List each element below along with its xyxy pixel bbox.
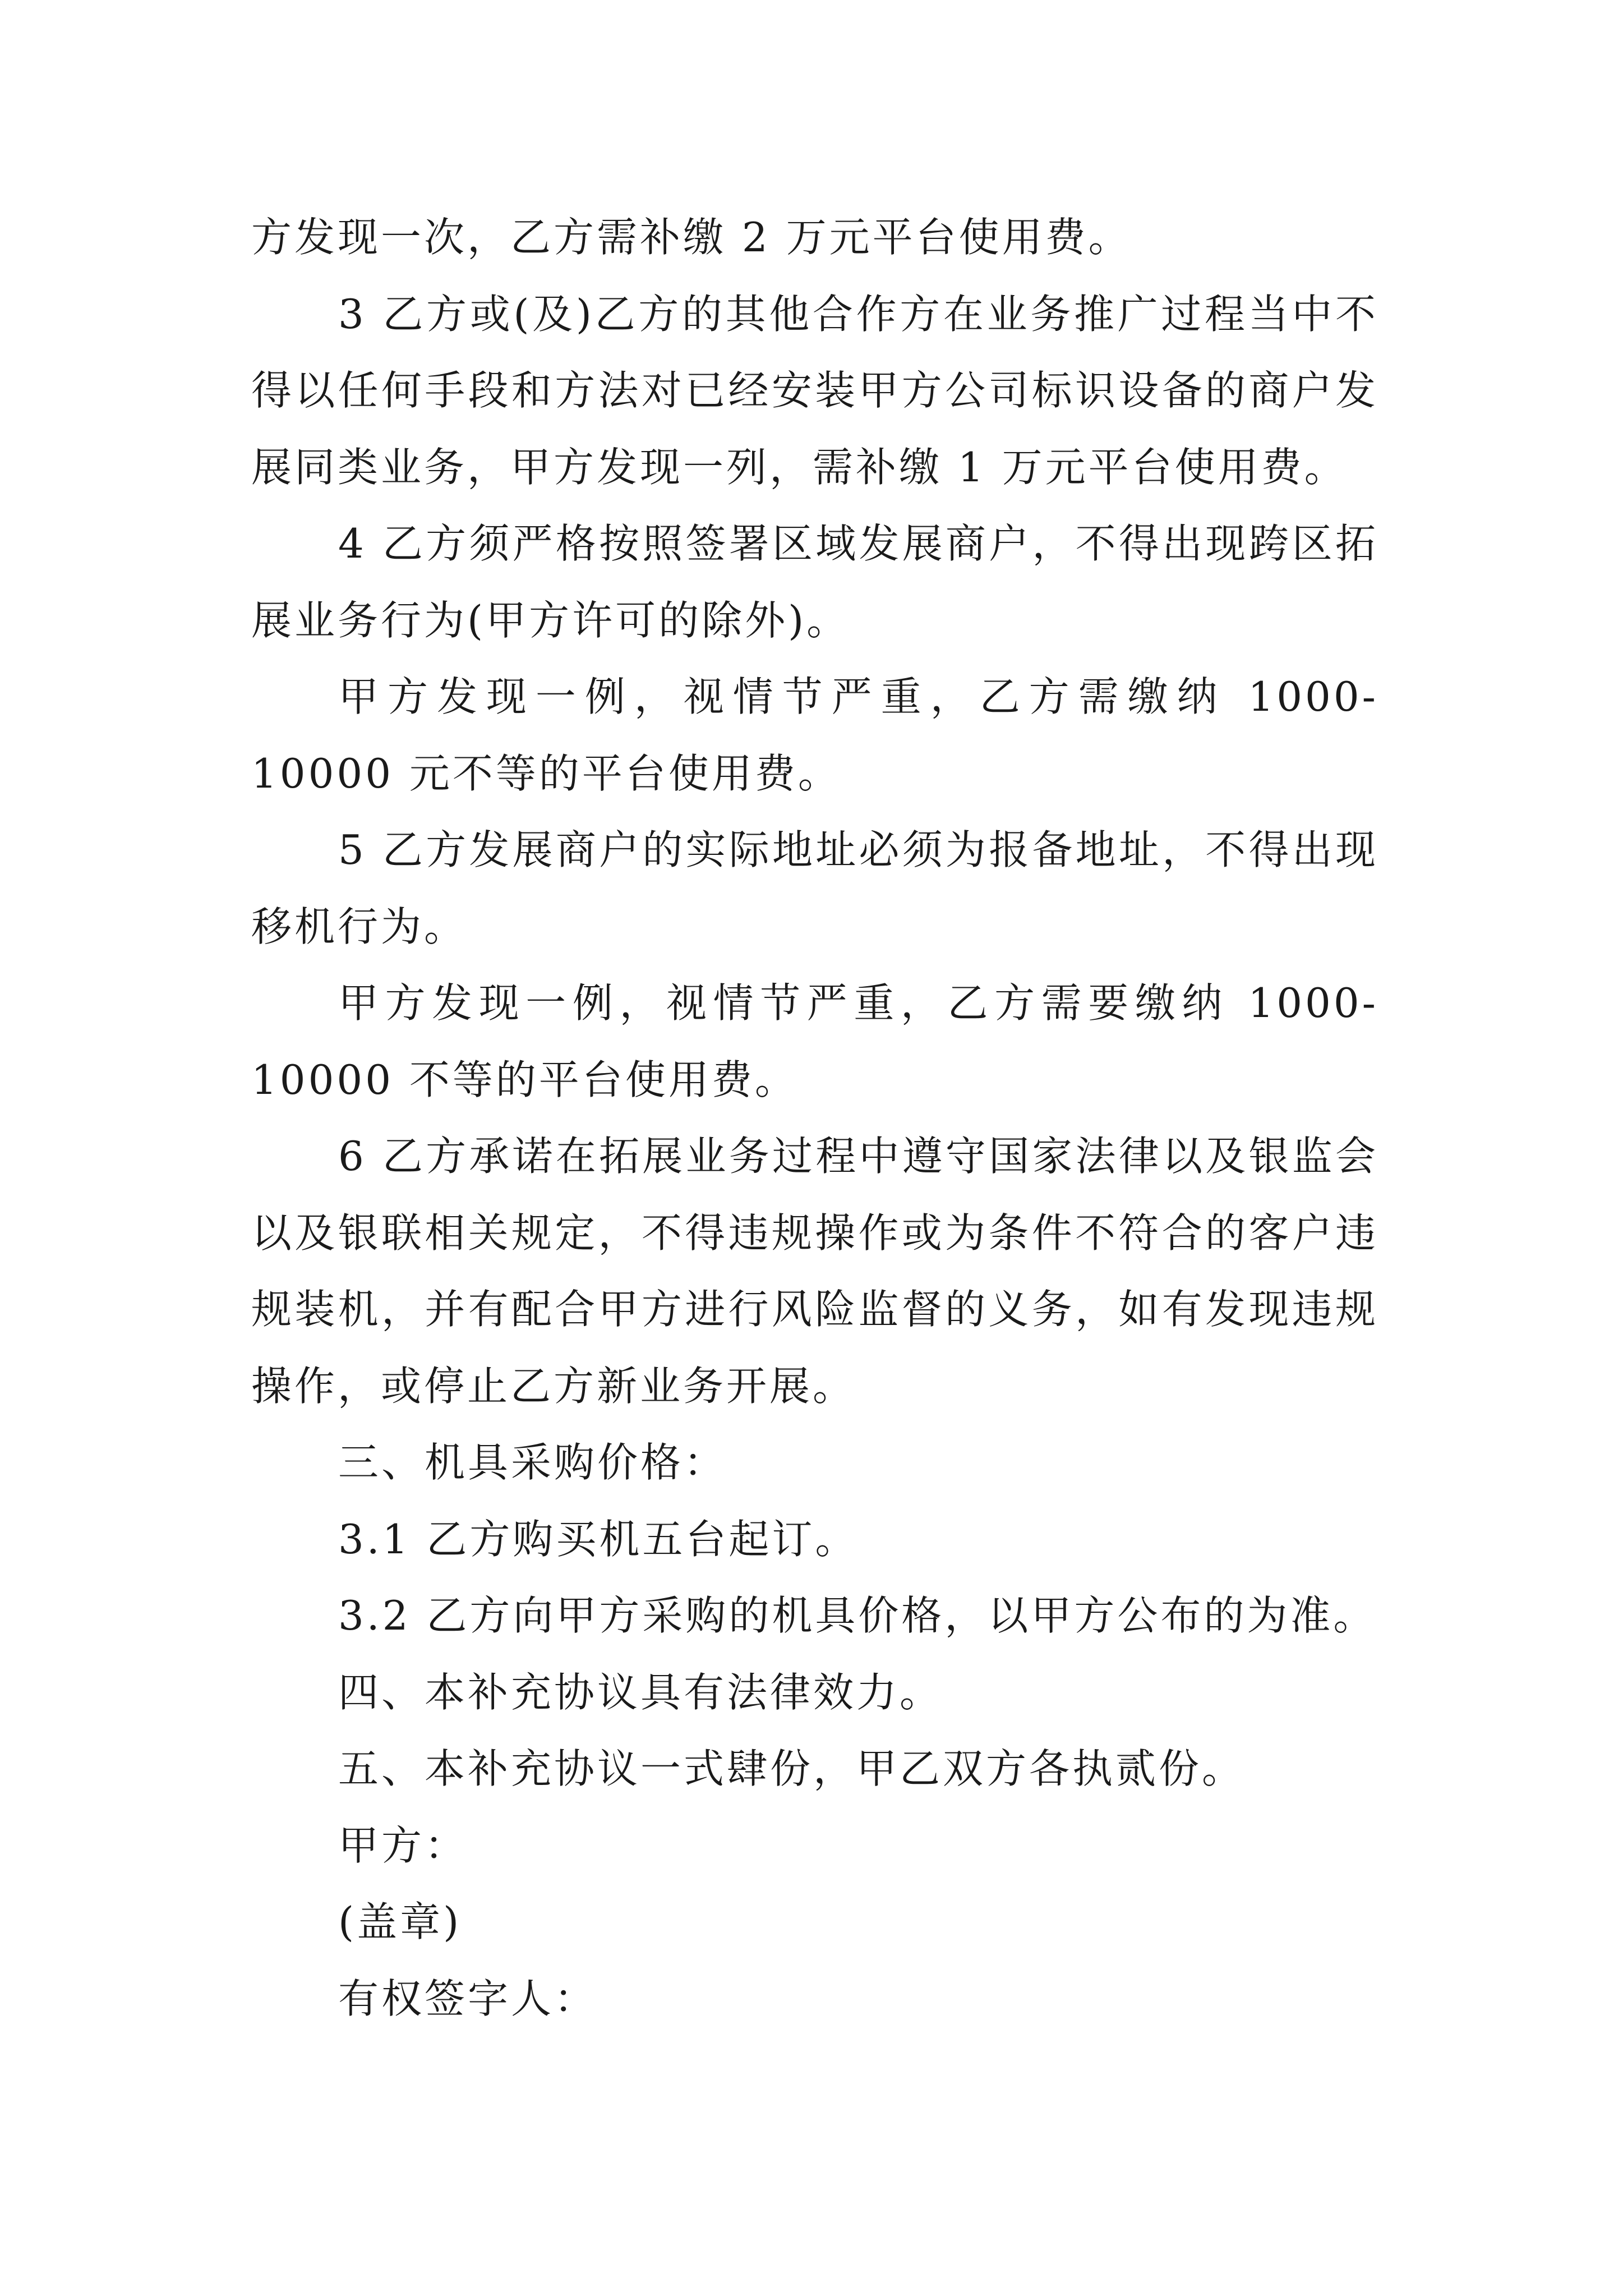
section-4-paragraph: 四、本补充协议具有法律效力。 (338, 1668, 943, 1716)
document-body (251, 199, 1378, 2037)
party-a-label: 甲方： (338, 1821, 468, 1869)
clause-6-paragraph: 6 乙方承诺在拓展业务过程中遵守国家法律以及银监会以及银联相关规定，不得违规操作或为条件不符合的客户违规装机，并有配合甲方进行风险监督的义务，如有发现违规操作，或停止乙方新业务开展。 (251, 1133, 1378, 1410)
clause-5-paragraph: 5 乙方发展商户的实际地址必须为报备地址，不得出现移机行为。 (251, 826, 1378, 950)
section-5-paragraph: 五、本补充协议一式肆份，甲乙双方各执贰份。 (338, 1745, 1246, 1792)
paragraph-continuation: 方发现一次，乙方需补缴 2 万元平台使用费。 (251, 214, 1132, 261)
seal-label: (盖章) (338, 1898, 462, 1945)
clause-4-paragraph: 4 乙方须严格按照签署区域发展商户，不得出现跨区拓展业务行为(甲方许可的除外)。 (251, 520, 1378, 644)
clause-5-penalty-paragraph: 甲方发现一例，视情节严重，乙方需要缴纳 1000-10000 不等的平台使用费。 (251, 979, 1378, 1103)
clause-3-1-paragraph: 3.1 乙方购买机五台起订。 (338, 1515, 859, 1563)
clause-4-penalty-paragraph: 甲方发现一例，视情节严重，乙方需缴纳 1000-10000 元不等的平台使用费。 (251, 673, 1378, 797)
clause-3-2-paragraph: 3.2 乙方向甲方采购的机具价格，以甲方公布的为准。 (338, 1592, 1377, 1639)
section-3-heading: 三、机具采购价格： (338, 1439, 727, 1486)
clause-3-paragraph: 3 乙方或(及)乙方的其他合作方在业务推广过程当中不得以任何手段和方法对已经安装甲方公司标识设备的商户发展同类业务，甲方发现一列，需补缴 1 万元平台使用费。 (251, 290, 1378, 491)
authorized-signatory-label: 有权签字人： (338, 1975, 598, 2022)
